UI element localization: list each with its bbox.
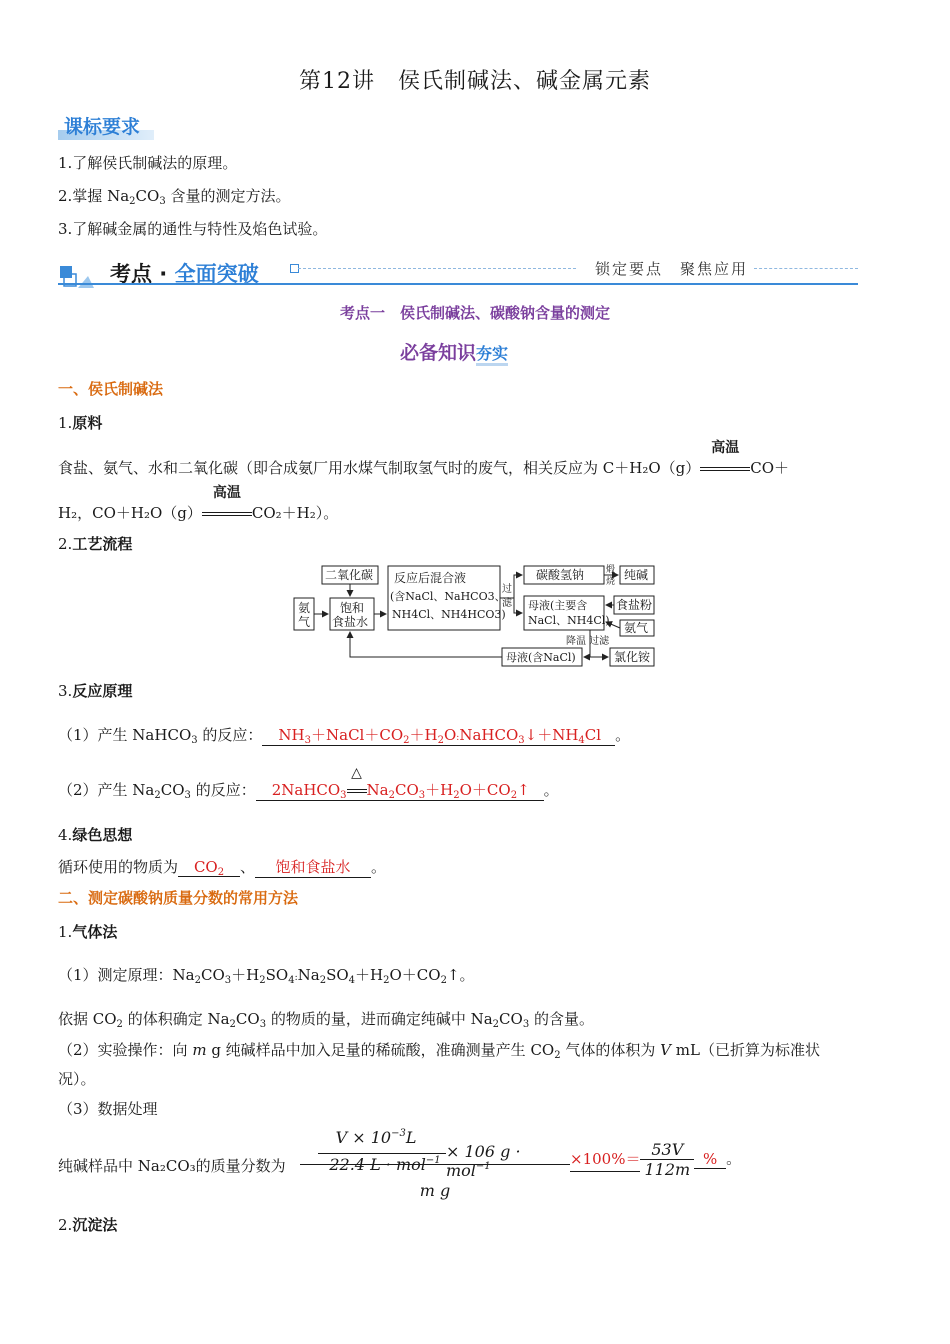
- requirement-2: 2.掌握 $Na_2CO_3$ 含量的测定方法。: [58, 187, 291, 207]
- formula-result: ×100%＝ $\frac{53V}{112m}$ % 。: [570, 1140, 742, 1179]
- kaodian-a: 考点 ·: [110, 262, 175, 286]
- flow-calcine: 煅: [606, 565, 616, 575]
- flow-soda: 纯碱: [624, 568, 649, 582]
- raw-materials-line1: 食盐、氨气、水和二氧化碳（即合成氨厂用水煤气制取氢气时的废气，相关反应为 C＋H₂O（g） 高温 CO＋: [58, 440, 790, 477]
- curriculum-banner: [58, 112, 158, 140]
- flow-nh3-2: 气: [298, 615, 311, 629]
- raw-materials-line2: H₂，CO＋H₂O（g） 高温 CO₂＋H₂）。: [58, 485, 339, 522]
- flow-filter: 过: [502, 584, 512, 595]
- reaction-2-answer: 2NaHCO$_3$ △ $Na_2CO_3+H_2O+CO_2↑$: [256, 779, 544, 801]
- blocks-icon: [58, 264, 98, 290]
- flow-nh3b: 氨气: [624, 621, 649, 635]
- reaction-1: （1）产生 NaHCO$_3$ 的反应： $NH_3+NaCl+CO_2+H_2O:NaHCO_3↓+NH_4Cl$ 。: [58, 726, 631, 746]
- kaodian-right: 锁定要点 聚焦应用: [594, 260, 748, 278]
- requirement-1: 1.了解侯氏制碱法的原理。: [58, 154, 238, 172]
- high-temp-arrow: 高温: [700, 459, 750, 477]
- sub-heading-precipitation: 2.沉淀法: [58, 1216, 118, 1234]
- flow-brine-a: 饱和: [340, 601, 365, 615]
- section-2-heading: 二、测定碳酸钠质量分数的常用方法: [58, 889, 299, 907]
- banner-label: 课标要求: [64, 116, 141, 138]
- mass-fraction-formula: $V \times 10^{-3}L$ 22.4 L · mol$^{-1}$ × 106 g · mol$^{-1}$ m g: [300, 1128, 570, 1206]
- sub-heading-raw: 1.原料: [58, 414, 103, 432]
- dash-divider-right: [754, 268, 858, 269]
- cycle-line: 循环使用的物质为 $CO_2$ 、 饱和食盐水 。: [58, 858, 387, 878]
- gas-operation-2: 况）。: [58, 1070, 96, 1088]
- process-flow-diagram: [290, 562, 660, 670]
- flow-mix-b: NH4Cl、NH4HCO3): [392, 608, 506, 621]
- dash-divider: [298, 268, 576, 269]
- reaction-2: （2）产生 $Na_2CO_3$ 的反应： 2NaHCO$_3$ △ $Na_2CO_3+H_2O+CO_2↑$ 。: [58, 765, 559, 801]
- flow-mother2: 母液(含NaCl): [506, 651, 576, 664]
- flow-co2: 二氧化碳: [325, 568, 374, 582]
- gas-operation: （2）实验操作：向 m g 纯碱样品中加入足量的稀硫酸，准确测量产生 $CO_2$ 气体的体积为 V mL（已折算为标准状: [58, 1041, 820, 1061]
- bizhi-b: 夯实: [476, 344, 508, 366]
- section-1-heading: 一、侯氏制碱法: [58, 380, 164, 398]
- flow-filter-2: 滤: [502, 598, 512, 609]
- banner-rule: [58, 283, 858, 285]
- gas-data-processing: （3）数据处理: [58, 1100, 158, 1118]
- flow-salt: 食盐粉: [616, 598, 653, 612]
- bizhi-a: 必备知识: [400, 342, 477, 364]
- flow-nh4cl: 氯化铵: [614, 650, 651, 664]
- flow-mix-a: (含NaCl、NaHCO3、: [390, 590, 506, 603]
- reaction-1-answer: $NH_3+NaCl+CO_2+H_2O:NaHCO_3↓+NH_4Cl$: [262, 724, 615, 746]
- mass-fraction-line: 纯碱样品中 Na₂CO₃的质量分数为: [58, 1157, 286, 1175]
- sub-heading-green: 4.绿色思想: [58, 826, 133, 844]
- gas-basis: 依据 $CO_2$ 的体积确定 $Na_2CO_3$ 的物质的量，进而确定纯碱中 $Na_2CO_3$ 的含量。: [58, 1010, 594, 1030]
- gas-principle: （1）测定原理：$Na_2CO_3+H_2SO_4:Na_2SO_4+H_2O+CO_2↑$。: [58, 966, 475, 986]
- flow-calcine-2: 烧: [606, 577, 616, 587]
- flow-cool: 降温 过滤: [566, 636, 610, 647]
- kaodian-b: 全面突破: [174, 262, 259, 286]
- flow-mother-a: 母液(主要含: [528, 599, 588, 612]
- sub-heading-gas: 1.气体法: [58, 923, 118, 941]
- high-temp-arrow-2: 高温: [202, 504, 252, 522]
- kaodian-banner: [58, 256, 858, 290]
- bizhi-heading: [400, 338, 508, 365]
- cycle-answer-a: $CO_2$: [178, 858, 240, 877]
- flow-nh3: 氨: [298, 601, 311, 615]
- flow-brine-b: 食盐水: [332, 615, 369, 629]
- page-title: 第12讲 侯氏制碱法、碱金属元素: [299, 69, 651, 94]
- sub-heading-principle: 3.反应原理: [58, 682, 133, 700]
- flow-mix-title: 反应后混合液: [394, 571, 467, 585]
- requirement-3: 3.了解碱金属的通性与特性及焰色试验。: [58, 220, 328, 238]
- topic-heading: 考点一 侯氏制碱法、碳酸钠含量的测定: [339, 304, 610, 322]
- sub-heading-flow: 2.工艺流程: [58, 535, 133, 553]
- cycle-answer-b: 饱和食盐水: [255, 856, 371, 878]
- flow-nahco3: 碳酸氢钠: [536, 568, 585, 582]
- flow-mother-b: NaCl、NH4Cl): [528, 614, 610, 627]
